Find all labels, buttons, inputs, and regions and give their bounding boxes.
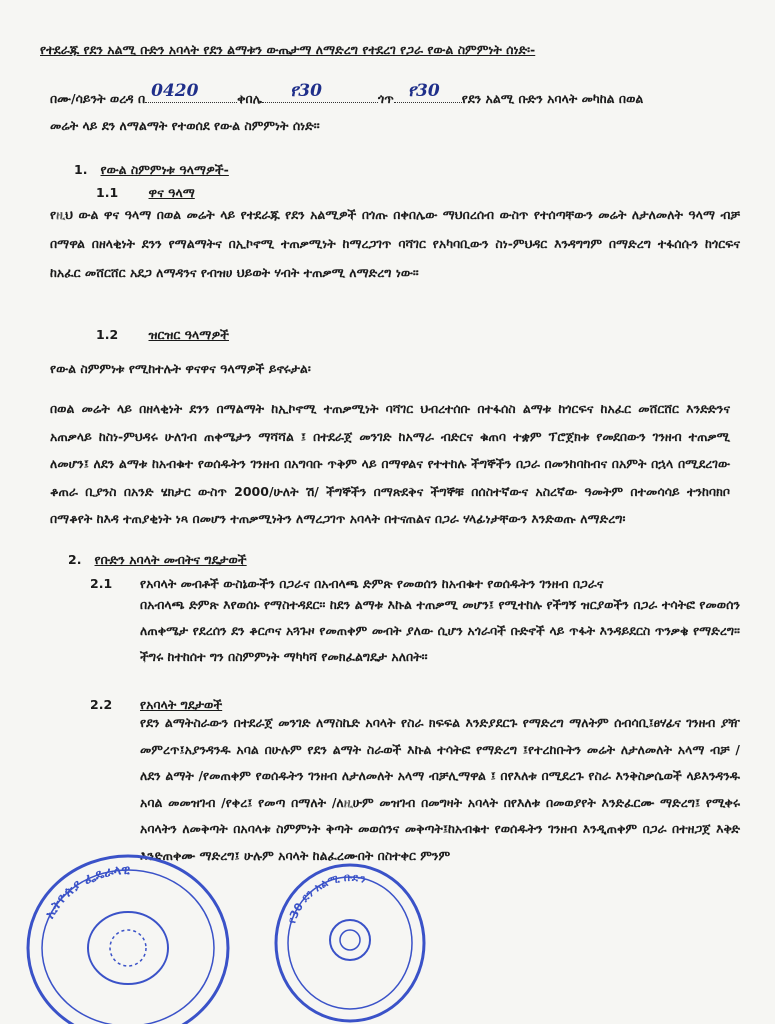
section2-title: የቡድን አባላት መብትና ግዴታወች [94, 552, 247, 567]
woreda-blank [145, 81, 237, 103]
got-handwritten: የ30 [407, 81, 440, 101]
right-stamp-text: የ30 ደን አልሚ ቡድን [285, 870, 368, 926]
left-official-stamp [16, 838, 236, 1024]
section1-number: 1. [74, 162, 88, 177]
subsection-1-1-heading [96, 185, 195, 201]
main-objective-paragraph: የዚህ ውል ዋና ዓላማ በወል መሬት ላይ የተደራጁ የደን አልሚዎች በጎጡ በቀበሌው ማህበረሰብ ውስጥ የተሰጣቸውን መሬት ለታለመለት ዓላማ ብቻ በማዋል በዘላቂነት ደንን የማልማትና በኢኮኖሚ ተጠቃሚነት ከማረጋገጥ ባሻገር የአካባቢውን ስነ-ምህዳር እንዳግግም በማድረግ ተፋሰሱን ከጎርፍና ከአፈር መሸርሸር አደጋ ለማዳንና የብዝሀ ህይወት ሃብት ተጠቃሚ ለማድረግ ነው፡፡ [50, 207, 740, 280]
group-members-text: የደን አልሚ ቡድን አባላት መካከል በወል [461, 91, 644, 106]
subsection-2-2-title-text: የአባላት ግደታወች [140, 697, 223, 712]
intro-line-2: መሬት ላይ ደን ለማልማት የተወሰደ የውል ስምምነት ሰነድ፡፡ [50, 118, 320, 133]
left-stamp-text: ኢትዮጵያ ፌዴራላዊ [42, 862, 131, 922]
member-duties-paragraph: የደን ልማትስራውን በተደራጀ መንገድ ለማስኬድ አባላት የስራ ክፍፍል እንድያደርጉ የማድረግ ማለትም ሰብሳቢ፤ፀሃፊና ገንዘብ ያዥ መምረጥ፤አያንዳንዱ አባል በሁሉም የደን ልማት ስራወች እኩል ተሳትፎ የማድረግ ፤የተረከቡትን መሬት ለታለመለት አላማ ብቻ /ለደን ልማት /የመጠቀም የወሰዱትን ገንዘብ ለታለመለት አላማ ብቻሊማዋል ፤ በየእለቱ በሚደረጉ የስራ እንቅስቃሴወች ላይእንዳንዱ አባል መመዝገብ /የቀረ፤ የመጣ በማለት /ለዚሁም መዝገብ በመግዛት አባላት በየእለቱ በመወያየት እንድፈርሙ ማድረግ፤ የሚቀሩ አባላትን ለመቅጣት በአባላቱ ስምምነት ቅጣት መወሰንና መቅጣት፤ከአብቁተ የወሰዱትን ገንዘብ እንዲጠቀም በጋራ በተዘጋጀ እቅድ እንድጠቀሙ ማድረግ፤ ሁሉም አባላት ከልፈረሙበት በስተቀር ምንም [140, 715, 740, 863]
got-label: ጎጥ [377, 91, 394, 106]
subsection-1-1-title: ዋና ዓላማ [148, 185, 195, 200]
subsection-2-2-number: 2.2 [90, 697, 113, 712]
kebele-handwritten: የ30 [289, 81, 322, 101]
section1-title: የውል ስምምነቱ ዓላማዎች- [100, 162, 229, 177]
subsection-2-1-number: 2.1 [90, 576, 113, 591]
member-rights-paragraph: በአብላጫ ድምጽ እየወሰኑ የማስተዳደር፡፡ ከደን ልማቱ እኩል ተጠቃሚ መሆን፤ የሚተከሉ የችግኝ ዝርያወችን በጋራ ተሳትፎ የመወሰን ለጠቀሜታ የደረሰን ደን ቆርጦና አጓጉዞ የመጠቀም መብት ያለው ሲሆን አጎራባች ቡድኖች ላይ ጥፋት እንዳይደርስ ጥንቃቄ የማድረግ፡፡ችግሩ ከተከሰተ ግን በስምምነት ማካካሻ የመክፈልግዴታ አለበት፡፡ [140, 597, 740, 664]
subsection-1-2-number: 1.2 [96, 327, 119, 342]
got-blank [394, 81, 462, 103]
section2-number: 2. [68, 552, 82, 567]
kebele-blank [262, 81, 378, 103]
section2-heading [68, 552, 247, 568]
document-title: የተደራጁ የደን አልሚ ቡድን አባላት የደን ልማቱን ውጤታማ ለማድረግ የተደረገ የጋራ የውል ስምምነት ሰነድ፡- [40, 42, 536, 57]
kebele-label: ቀበሌ [237, 91, 262, 106]
subsection-2-1-heading: የአባላት መብቶች ውስኔውችን በጋራና በአብላጫ ድምጽ የመወሰን ከአብቁተ የወሰዱትን ገንዘብ በጋራና [140, 576, 604, 591]
right-group-stamp [270, 858, 430, 1024]
subsection-1-2-title: ዝርዝር ዓላማዎች [148, 327, 229, 342]
detail-objectives-intro: የውል ስምምነቱ የሚከተሉት ዋናዋና ዓላማዎች ይኖሩታል፡ [50, 361, 311, 376]
location-fill-line [50, 81, 740, 108]
detail-objectives-paragraph: በወል መሬት ላይ በዘላቂነት ደንን በማልማት ከኢኮኖሚ ተጠቃሚነት ባሻገር ህብረተሰቡ በተፋሰስ ልማቱ ከጎርፍና ከአፈር መሸርሸር እንድድንና አጠቃላይ ከስነ-ምህዳሩ ሁለገብ ጠቀሜታን ማሻሻል ፤ በተደራጀ መንገድ ከአማራ ብድርና ቁጠባ ተቋም ፕሮጀክቱ የመደበውን ገንዘብ ተጠቃሚ ለመሆን፤ ለደን ልማቱ ከአብቁተ የወሰዱትን ገንዘብ በአግባቡ ጥቅም ላይ በማዋልና የተተከሉ ችግኞችን በጋራ በመንከባከብና በአምት በኋላ በሚደረገው ቆጠራ ቢያንስ በአንድ ሄክታር ውስጥ 2000/ሁለት ሽ/ ችግኞችን በማጽደቅና ችግኞቹ በሰስተኛውና አስረኛው ዓመትም በተመሳሳይ ተንከባክቦ በማቆየት ከእዳ ተጠያቂነት ነጻ በመሆን ተጠቃሚነትን ለማረጋገጥ አባላት በተናጠልና በጋራ ሃላፊነታቸውን እንድወጡ ለማድረግ፡ [50, 401, 730, 526]
section1-heading [74, 162, 229, 178]
subsection-1-2-heading [96, 327, 229, 343]
woreda-handwritten: 0420 [151, 81, 199, 101]
woreda-prefix: በሙ/ሳይንት ወረዳ በ [50, 91, 146, 106]
subsection-1-1-number: 1.1 [96, 185, 119, 200]
